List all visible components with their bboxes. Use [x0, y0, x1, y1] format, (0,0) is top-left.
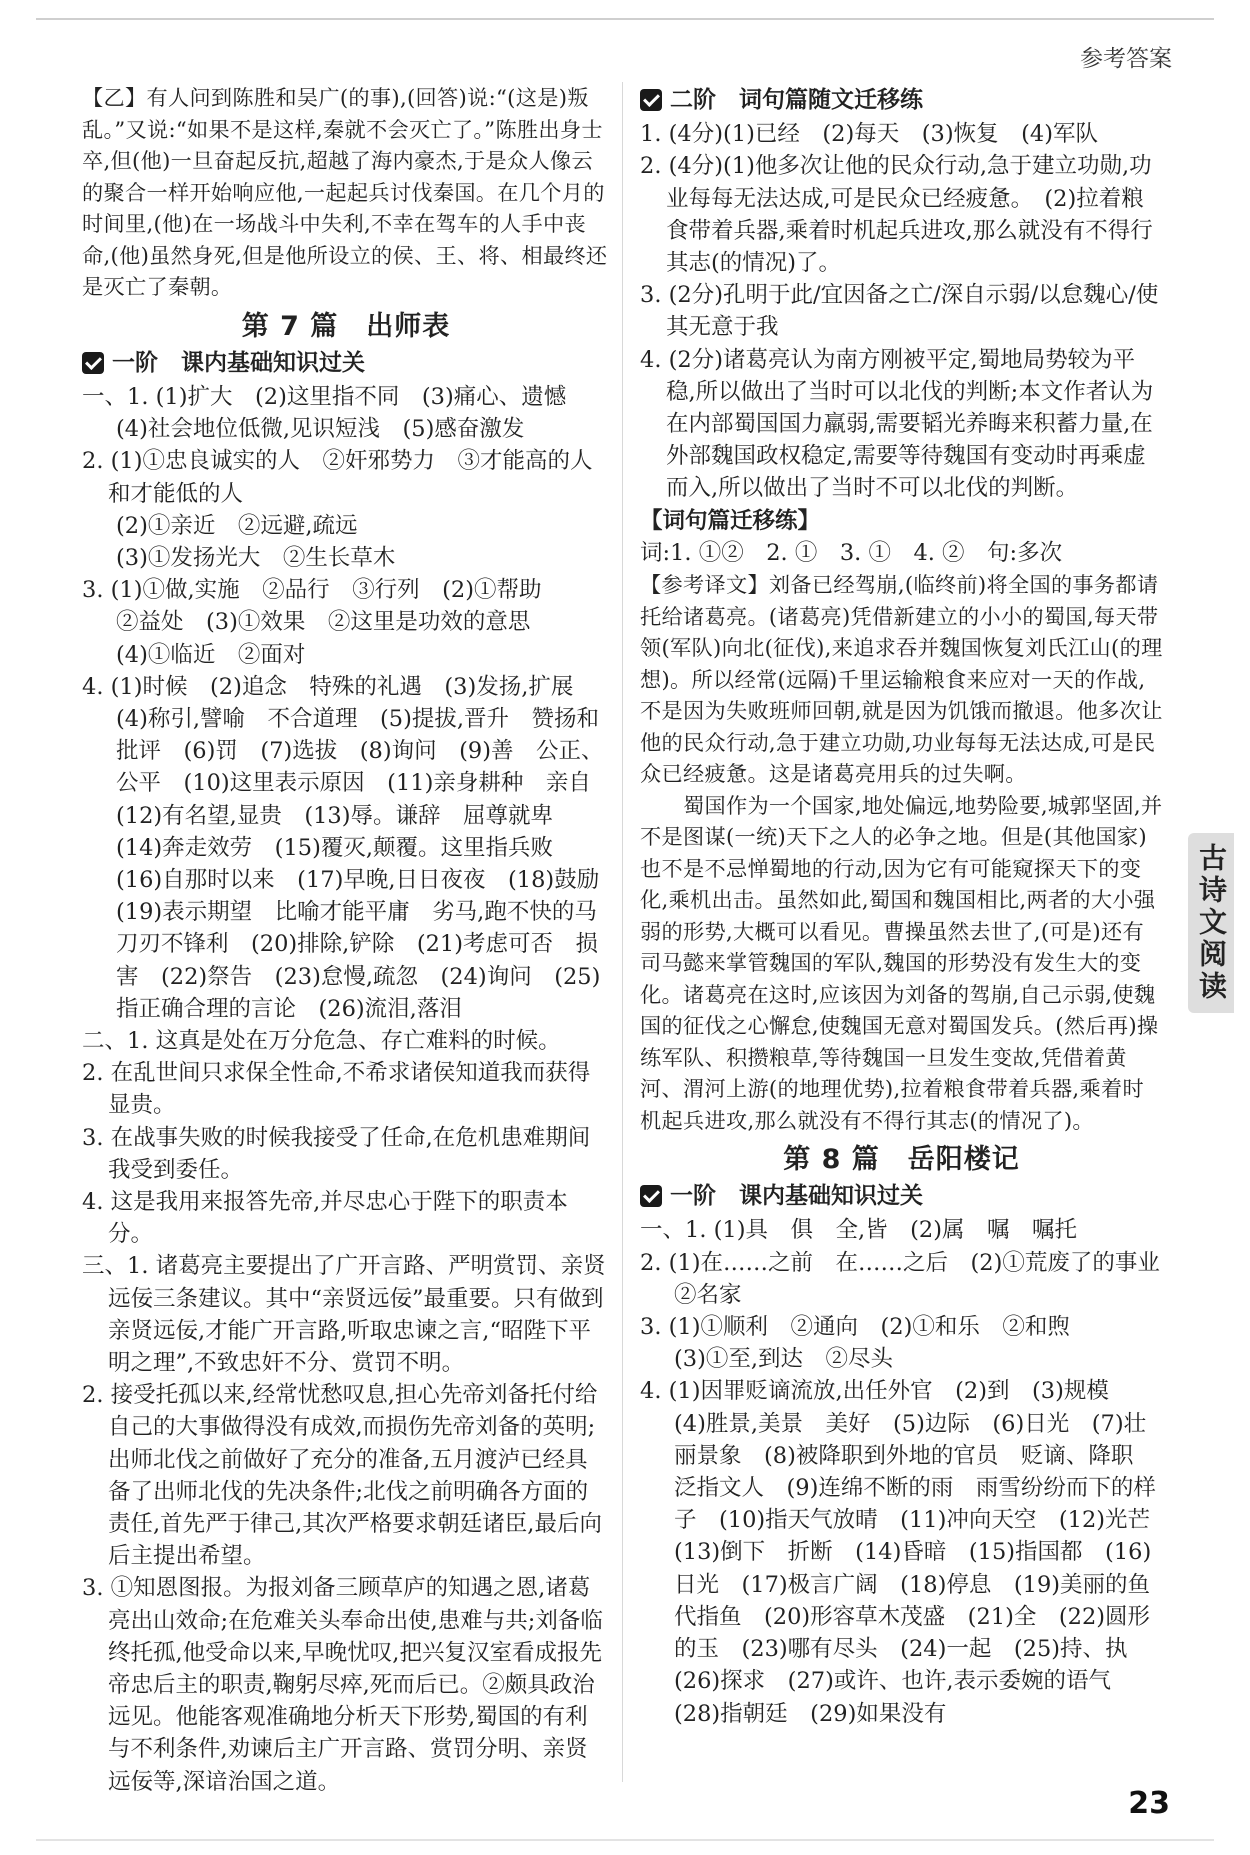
section-heading-text: 二阶 词句篇随文迁移练 [670, 87, 923, 113]
page-number: 23 [1128, 1786, 1170, 1821]
column-divider [622, 82, 623, 1782]
answer-line: 4. (2分)诸葛亮认为南方刚被平定,蜀地局势较为平稳,所以做出了当时可以北伐的判断;本文作者认为在内部蜀国国力羸弱,需要韬光养晦来积蓄力量,在外部魏国政权稳定,需要等待魏国有变动时再乘虚而入,所以做出了当时不可以北伐的判断。 [640, 346, 1154, 502]
answer-line: (3)①至,到达 ②尽头 [674, 1346, 894, 1373]
answer-line: 1. (4分)(1)已经 (2)每天 (3)恢复 (4)军队 [640, 121, 1098, 148]
answer-line: 3. 在战事失败的时候我接受了任命,在危机患难期间我受到委任。 [82, 1124, 591, 1183]
section-heading [82, 347, 610, 379]
answer-line: 一、1. (1)具 俱 全,皆 (2)属 嘱 嘱托 [640, 1217, 1078, 1244]
answer-line: (3)①发扬光大 ②生长草木 [116, 544, 396, 571]
footer-rule [36, 1839, 1214, 1841]
section-heading-text: 一阶 课内基础知识过关 [112, 349, 365, 376]
section-heading-text: 一阶 课内基础知识过关 [670, 1183, 923, 1210]
answer-line: 蜀国作为一个国家,地处偏远,地势险要,城郭坚固,并不是图谋(一统)天下之人的必争之地。但是(其他国家)也不是不忌惮蜀地的行动,因为它有可能窥探天下的变化,乘机出击。虽然如此,蜀国和魏国相比,两者的大小强弱的形势,大概可以看见。曹操虽然去世了,(可是)还有司马懿来掌管魏国的军队,魏国的形势没有发生大的变化。诸葛亮在这时,应该因为刘备的驾崩,自己示弱,使魏国的征伐之心懈怠,使魏国无意对蜀国发兵。(然后再)操练军队、积攒粮草,等待魏国一旦发生变故,凭借着黄河、渭河上游(的地理优势),拉着粮食带着兵器,乘着时机起兵进攻,那么就没有不得行其志(的情况了)。 [640, 792, 1163, 1133]
answer-line: ②益处 (3)①效果 ②这里是功效的意思 [116, 609, 531, 636]
answer-line: 二、1. 这真是处在万分危急、存亡难料的时候。 [82, 1027, 561, 1054]
checkbox-icon [640, 89, 662, 111]
checkbox-icon [82, 352, 104, 374]
answer-line: 3. (2分)孔明于此/宜因备之亡/深自示弱/以怠魏心/使其无意于我 [640, 282, 1159, 341]
answer-line: 4. (1)因罪贬谪流放,出任外官 (2)到 (3)规模 [640, 1378, 1109, 1405]
answer-line: (4)称引,譬喻 不合道理 (5)提拔,晋升 赞扬和批评 (6)罚 (7)选拔 (8)询问 (9)善 公正、公平 (10)这里表示原因 (11)亲身耕种 亲自 (12)有名望,显贵 (13)辱。谦辞 屈尊就卑 (14)奔走效劳 (15)覆灭,颠覆。这里指兵败 (16)自那时以来 (17)早晚,日日夜夜 (18)鼓励 (19)表示期望 比喻才能平庸 劣马,跑不快的马 刀刃不锋利 (20)排除,铲除 (21)考虑可否 损害 (22)祭告 (23)怠慢,疏忽 (24)询问 (25)指正确合理的言论 (26)流泪,落泪 [116, 705, 622, 1022]
answer-line: 词:1. ①② 2. ① 3. ① 4. ② 句:多次 [640, 539, 1063, 566]
answer-line: 2. (1)①忠良诚实的人 ②奸邪势力 ③才能高的人和才能低的人 [82, 448, 593, 507]
answer-line: (4)①临近 ②面对 [116, 641, 306, 668]
answer-line: 3. (1)①顺利 ②通向 (2)①和乐 ②和煦 [640, 1314, 1070, 1341]
answer-line: 【词句篇迁移练】 [640, 507, 821, 534]
chapter-title: 第 7 篇 出师表 [241, 310, 451, 342]
answer-line: (4)社会地位低微,见识短浅 (5)感奋激发 [116, 416, 525, 443]
left-column [82, 82, 622, 1798]
answer-line: (4)胜景,美景 美好 (5)边际 (6)日光 (7)壮丽景象 (8)被降职到外地的官员 贬谪、降职 泛指文人 (9)连绵不断的雨 雨雪纷纷而下的样子 (10)指天气放晴 (11)冲向天空 (12)光芒 (13)倒下 折断 (14)昏暗 (15)指国都 (16)日光 (17)极言广阔 (18)停息 (19)美丽的鱼 代指鱼 (20)形容草木茂盛 (21)全 (22)圆形的玉 (23)哪有尽头 (24)一起 (25)持、执 (26)探求 (27)或许、也许,表示委婉的语气 (28)指朝廷 (29)如果没有 [674, 1410, 1173, 1727]
answer-line: 2. 接受托孤以来,经常忧愁叹息,担心先帝刘备托付给自己的大事做得没有成效,而损伤先帝刘备的英明;出师北伐之前做好了充分的准备,五月渡泸已经具备了出师北伐的先决条件;北伐之前明确各方面的责任,首先严于律己,其次严格要求朝廷诸臣,最后向后主提出希望。 [82, 1382, 602, 1570]
section-heading [640, 84, 1163, 116]
section-heading [640, 1180, 1163, 1212]
answer-line: 2. 在乱世间只求保全性命,不希求诸侯知道我而获得显贵。 [82, 1060, 591, 1119]
answer-line: 【参考译文】刘备已经驾崩,(临终前)将全国的事务都请托给诸葛亮。(诸葛亮)凭借新建立的小小的蜀国,每天带领(军队)向北(征伐),来追求吞并魏国恢复刘氏江山(的理想)。所以经常(远隔)千里运输粮食来应对一天的作战,不是因为失败班师回朝,就是因为饥饿而撤退。他多次让他的民众行动,急于建立功勋,功业每每无法达成,可是民众已经疲惫。这是诸葛亮用兵的过失啊。 [640, 572, 1163, 787]
answer-line: 三、1. 诸葛亮主要提出了广开言路、严明赏罚、亲贤远佞三条建议。其中“亲贤远佞”最重要。只有做到亲贤远佞,才能广开言路,听取忠谏之言,“昭陛下平明之理”,不致忠奸不分、赏罚不明。 [82, 1253, 606, 1376]
header-label: 参考答案 [1080, 46, 1172, 72]
answer-line: (2)①亲近 ②远避,疏远 [116, 512, 358, 539]
answer-line: 3. ①知恩图报。为报刘备三顾草庐的知遇之恩,诸葛亮出山效命;在危难关头奉命出使,患难与共;刘备临终托孤,他受命以来,早晚忧叹,把兴复汉室看成报先帝忠后主的职责,鞠躬尽瘁,死而后已。②颇具政治远见。他能客观准确地分析天下形势,蜀国的有利与不利条件,劝谏后主广开言路、赏罚分明、亲贤远佞等,深谙治国之道。 [82, 1575, 603, 1795]
answer-line: 2. (1)在……之前 在……之后 (2)①荒废了的事业 [640, 1249, 1160, 1276]
chapter-title: 第 8 篇 岳阳楼记 [783, 1144, 1020, 1176]
right-column [640, 82, 1173, 1730]
section-tab: 古诗文阅读 [1188, 833, 1234, 1013]
checkbox-icon [640, 1185, 662, 1207]
answer-line: 【乙】有人问到陈胜和吴广(的事),(回答)说:“(这是)叛乱。”又说:“如果不是这样,秦就不会灭亡了。”陈胜出身士卒,但(他)一旦奋起反抗,超越了海内豪杰,于是众人像云的聚合一样开始响应他,一起起兵讨伐秦国。在几个月的时间里,(他)在一场战斗中失利,不幸在驾车的人手中丧命,(他)虽然身死,但是他所设立的侯、王、将、相最终还是灭亡了秦朝。 [82, 85, 608, 299]
answer-line: 4. (1)时候 (2)追念 特殊的礼遇 (3)发扬,扩展 [82, 673, 574, 700]
answer-line: 2. (4分)(1)他多次让他的民众行动,急于建立功勋,功业每每无法达成,可是民众已经疲惫。 (2)拉着粮食带着兵器,乘着时机起兵进攻,那么就没有不得行其志(的情况)了。 [640, 153, 1153, 277]
header-rule [36, 18, 1214, 20]
answer-line: 3. (1)①做,实施 ②品行 ③行列 (2)①帮助 [82, 577, 542, 604]
answer-line: 一、1. (1)扩大 (2)这里指不同 (3)痛心、遗憾 [82, 383, 567, 410]
answer-line: 4. 这是我用来报答先帝,并尽忠心于陛下的职责本分。 [82, 1188, 568, 1248]
answer-line: ②名家 [674, 1281, 742, 1308]
